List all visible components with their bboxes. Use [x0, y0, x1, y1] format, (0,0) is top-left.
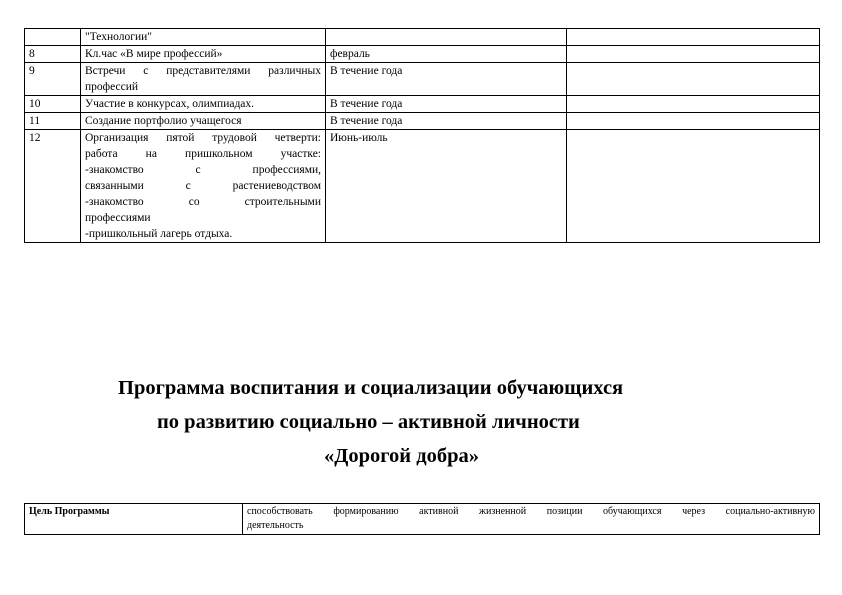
activity-line: -знакомство со строительными	[85, 196, 321, 208]
row-date	[326, 29, 567, 46]
table-row	[25, 46, 820, 63]
program-title-line-2: по развитию социально – активной личности	[157, 411, 580, 433]
activity-line: работа на пришкольном участке:	[85, 148, 321, 160]
row-activity	[81, 46, 326, 63]
row-date: В течение года	[326, 63, 567, 96]
activity-plan-body	[25, 29, 820, 243]
goal-text	[243, 504, 820, 535]
goal-label: Цель Программы	[25, 504, 243, 535]
table-row	[25, 29, 820, 46]
activity-line: связанными с растениеводством	[85, 180, 321, 192]
row-date: В течение года	[326, 96, 567, 113]
activity-line: профессиями	[85, 212, 151, 224]
table-row	[25, 130, 820, 243]
table-row	[25, 113, 820, 130]
program-title-line-1: Программа воспитания и социализации обучающихся	[118, 377, 624, 399]
activity-line: Кл.час «В мире профессий»	[85, 48, 223, 60]
activity-line: профессий	[85, 81, 139, 93]
row-number: 12	[25, 130, 81, 243]
row-number: 11	[25, 113, 81, 130]
activity-line: Встречи с представителями различных	[85, 65, 321, 77]
row-number: 9	[25, 63, 81, 96]
row-note	[567, 130, 820, 243]
program-title-line-3: «Дорогой добра»	[324, 445, 480, 467]
row-number	[25, 29, 81, 46]
row-number: 8	[25, 46, 81, 63]
activity-line: -пришкольный лагерь отдыха.	[85, 228, 233, 240]
row-note	[567, 113, 820, 130]
goal-text-line-1: способствовать формированию активной жизненной позиции обучающихся через социально-активную	[247, 506, 815, 517]
activity-line: -знакомство с профессиями,	[85, 164, 321, 176]
row-activity	[81, 96, 326, 113]
row-note	[567, 29, 820, 46]
table-row	[25, 96, 820, 113]
row-date: февраль	[326, 46, 567, 63]
activity-line: Участие в конкурсах, олимпиадах.	[85, 98, 255, 110]
row-note	[567, 96, 820, 113]
activity-plan-table	[24, 28, 820, 243]
row-date: В течение года	[326, 113, 567, 130]
activity-line: Создание портфолио учащегося	[85, 115, 242, 127]
row-number: 10	[25, 96, 81, 113]
activity-line: "Технологии"	[85, 31, 152, 43]
row-activity	[81, 130, 326, 243]
activity-line: Организация пятой трудовой четверти:	[85, 132, 321, 144]
row-date: Июнь-июль	[326, 130, 567, 243]
goal-row	[25, 504, 820, 535]
table-row	[25, 63, 820, 96]
row-activity	[81, 63, 326, 96]
goal-text-line-2: деятельность	[247, 520, 304, 531]
row-note	[567, 46, 820, 63]
row-activity	[81, 29, 326, 46]
row-note	[567, 63, 820, 96]
row-activity	[81, 113, 326, 130]
program-goal-table	[24, 503, 820, 535]
